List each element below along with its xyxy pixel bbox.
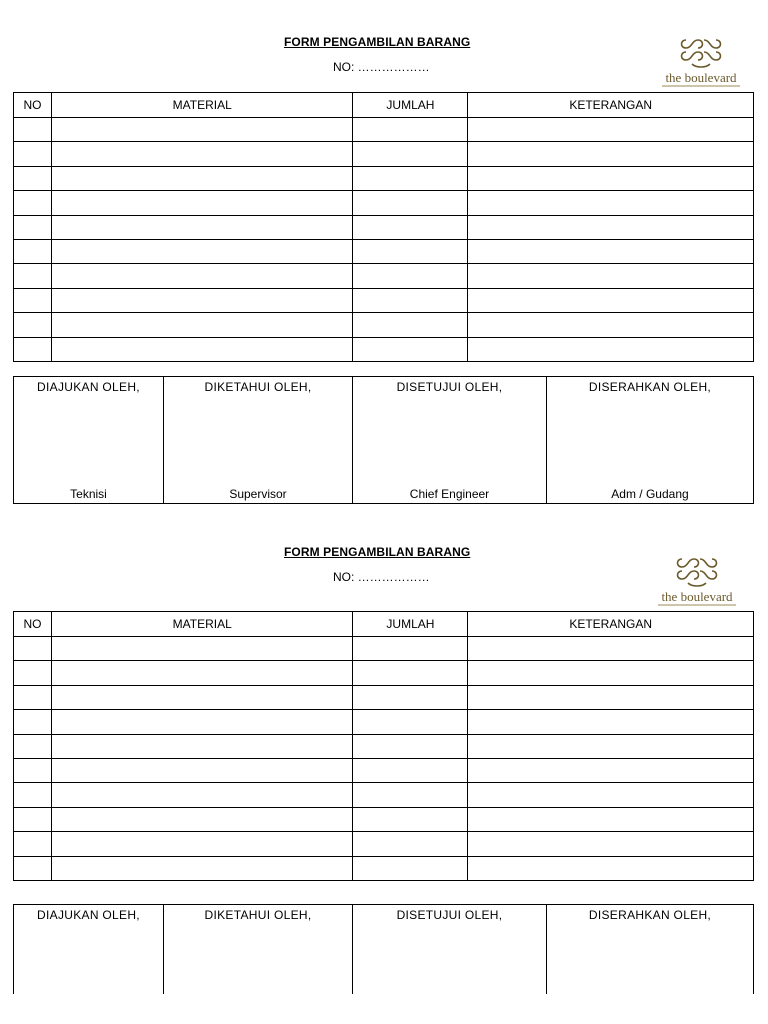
signature-caption: DIAJUKAN OLEH, [37, 908, 140, 922]
header-no: NO [14, 93, 52, 118]
cell-jumlah[interactable] [353, 856, 468, 880]
cell-material[interactable] [51, 215, 353, 239]
cell-jumlah[interactable] [353, 191, 468, 215]
boulevard-ornament-icon [678, 36, 724, 70]
cell-keterangan[interactable] [468, 856, 754, 880]
cell-material[interactable] [51, 288, 353, 312]
table-row [14, 142, 754, 166]
cell-no[interactable] [14, 118, 52, 142]
cell-jumlah[interactable] [353, 832, 468, 856]
cell-jumlah[interactable] [353, 288, 468, 312]
table-row [14, 710, 754, 734]
cell-no[interactable] [14, 637, 52, 661]
logo-tagline [658, 604, 736, 606]
cell-keterangan[interactable] [468, 337, 754, 361]
cell-jumlah[interactable] [353, 685, 468, 709]
cell-keterangan[interactable] [468, 807, 754, 831]
cell-keterangan[interactable] [468, 734, 754, 758]
cell-material[interactable] [51, 856, 353, 880]
cell-material[interactable] [51, 758, 353, 782]
cell-material[interactable] [51, 661, 353, 685]
cell-material[interactable] [51, 142, 353, 166]
cell-jumlah[interactable] [353, 264, 468, 288]
cell-keterangan[interactable] [468, 166, 754, 190]
boulevard-ornament-icon [674, 555, 720, 589]
hotel-logo [651, 555, 743, 607]
form-title: FORM PENGAMBILAN BARANG [284, 35, 471, 49]
cell-no[interactable] [14, 685, 52, 709]
cell-no[interactable] [14, 288, 52, 312]
table-row [14, 637, 754, 661]
hotel-logo [655, 36, 747, 88]
header-no: NO [14, 612, 52, 637]
cell-keterangan[interactable] [468, 142, 754, 166]
table-row [14, 288, 754, 312]
cell-material[interactable] [51, 783, 353, 807]
cell-jumlah[interactable] [353, 637, 468, 661]
cell-material[interactable] [51, 264, 353, 288]
cell-no[interactable] [14, 142, 52, 166]
cell-jumlah[interactable] [353, 710, 468, 734]
table-row [14, 264, 754, 288]
signature-caption: DISETUJUI OLEH, [396, 908, 503, 922]
signature-caption: DISERAHKAN OLEH, [588, 380, 712, 394]
cell-keterangan[interactable] [468, 264, 754, 288]
signature-role: Supervisor [229, 487, 287, 501]
table-row [14, 239, 754, 263]
cell-material[interactable] [51, 337, 353, 361]
cell-keterangan[interactable] [468, 710, 754, 734]
signature-box-disetujui[interactable] [353, 905, 547, 995]
cell-keterangan[interactable] [468, 239, 754, 263]
cell-keterangan[interactable] [468, 685, 754, 709]
signature-caption: DIAJUKAN OLEH, [37, 380, 140, 394]
header-keterangan: KETERANGAN [468, 93, 754, 118]
cell-material[interactable] [51, 191, 353, 215]
signature-box-diajukan[interactable] [14, 905, 164, 995]
cell-no[interactable] [14, 239, 52, 263]
header-material: MATERIAL [51, 612, 353, 637]
cell-keterangan[interactable] [468, 637, 754, 661]
cell-no[interactable] [14, 710, 52, 734]
cell-material[interactable] [51, 807, 353, 831]
cell-keterangan[interactable] [468, 661, 754, 685]
cell-material[interactable] [51, 239, 353, 263]
cell-no[interactable] [14, 783, 52, 807]
cell-no[interactable] [14, 661, 52, 685]
cell-keterangan[interactable] [468, 118, 754, 142]
cell-material[interactable] [51, 685, 353, 709]
cell-no[interactable] [14, 264, 52, 288]
signature-caption: DISERAHKAN OLEH, [588, 908, 712, 922]
logo-tagline [662, 85, 740, 87]
table-row [14, 313, 754, 337]
cell-no[interactable] [14, 191, 52, 215]
signature-box-disetujui[interactable] [353, 377, 547, 504]
signature-box-diserahkan[interactable] [547, 905, 754, 995]
cell-material[interactable] [51, 637, 353, 661]
signature-table [13, 376, 754, 504]
header-jumlah: JUMLAH [353, 93, 468, 118]
table-row [14, 191, 754, 215]
signature-box-diserahkan[interactable] [547, 377, 754, 504]
cell-keterangan[interactable] [468, 191, 754, 215]
cell-keterangan[interactable] [468, 783, 754, 807]
table-row [14, 215, 754, 239]
signature-table [13, 904, 754, 994]
cell-jumlah[interactable] [353, 337, 468, 361]
cell-no[interactable] [14, 337, 52, 361]
items-table [13, 92, 754, 362]
signature-box-diajukan[interactable] [14, 377, 164, 504]
signature-role: Adm / Gudang [611, 487, 689, 501]
cell-keterangan[interactable] [468, 758, 754, 782]
form-title: FORM PENGAMBILAN BARANG [284, 545, 471, 559]
form-number: NO: ……………… [333, 60, 430, 74]
header-keterangan: KETERANGAN [468, 612, 754, 637]
table-row [14, 118, 754, 142]
cell-jumlah[interactable] [353, 166, 468, 190]
table-row [14, 807, 754, 831]
cell-material[interactable] [51, 832, 353, 856]
table-row [14, 685, 754, 709]
cell-jumlah[interactable] [353, 783, 468, 807]
cell-no[interactable] [14, 734, 52, 758]
header-material: MATERIAL [51, 93, 353, 118]
cell-material[interactable] [51, 166, 353, 190]
cell-jumlah[interactable] [353, 807, 468, 831]
cell-no[interactable] [14, 832, 52, 856]
cell-no[interactable] [14, 166, 52, 190]
form-2 [0, 510, 768, 994]
cell-jumlah[interactable] [353, 661, 468, 685]
table-row [14, 661, 754, 685]
signature-caption: DISETUJUI OLEH, [396, 380, 503, 394]
cell-jumlah[interactable] [353, 118, 468, 142]
cell-jumlah[interactable] [353, 239, 468, 263]
cell-jumlah[interactable] [353, 758, 468, 782]
table-row [14, 166, 754, 190]
cell-jumlah[interactable] [353, 215, 468, 239]
table-row [14, 832, 754, 856]
cell-keterangan[interactable] [468, 215, 754, 239]
logo-text: the boulevard [665, 70, 737, 85]
cell-jumlah[interactable] [353, 734, 468, 758]
cell-jumlah[interactable] [353, 313, 468, 337]
cell-material[interactable] [51, 710, 353, 734]
cell-no[interactable] [14, 807, 52, 831]
table-header-row [14, 612, 754, 637]
signature-caption: DIKETAHUI OLEH, [204, 380, 312, 394]
cell-no[interactable] [14, 758, 52, 782]
cell-material[interactable] [51, 118, 353, 142]
table-row [14, 734, 754, 758]
cell-keterangan[interactable] [468, 288, 754, 312]
table-row [14, 856, 754, 880]
signature-box-diketahui[interactable] [164, 377, 353, 504]
table-row [14, 337, 754, 361]
table-row [14, 783, 754, 807]
cell-jumlah[interactable] [353, 142, 468, 166]
cell-keterangan[interactable] [468, 832, 754, 856]
header-jumlah: JUMLAH [353, 612, 468, 637]
cell-no[interactable] [14, 856, 52, 880]
cell-material[interactable] [51, 734, 353, 758]
table-header-row [14, 93, 754, 118]
cell-no[interactable] [14, 313, 52, 337]
form-number: NO: ……………… [333, 570, 430, 584]
cell-no[interactable] [14, 215, 52, 239]
signature-role: Chief Engineer [409, 487, 490, 501]
cell-keterangan[interactable] [468, 313, 754, 337]
signature-box-diketahui[interactable] [164, 905, 353, 995]
logo-text: the boulevard [661, 589, 733, 604]
cell-material[interactable] [51, 313, 353, 337]
items-table [13, 611, 754, 881]
signature-role: Teknisi [70, 487, 107, 501]
table-row [14, 758, 754, 782]
signature-caption: DIKETAHUI OLEH, [204, 908, 312, 922]
